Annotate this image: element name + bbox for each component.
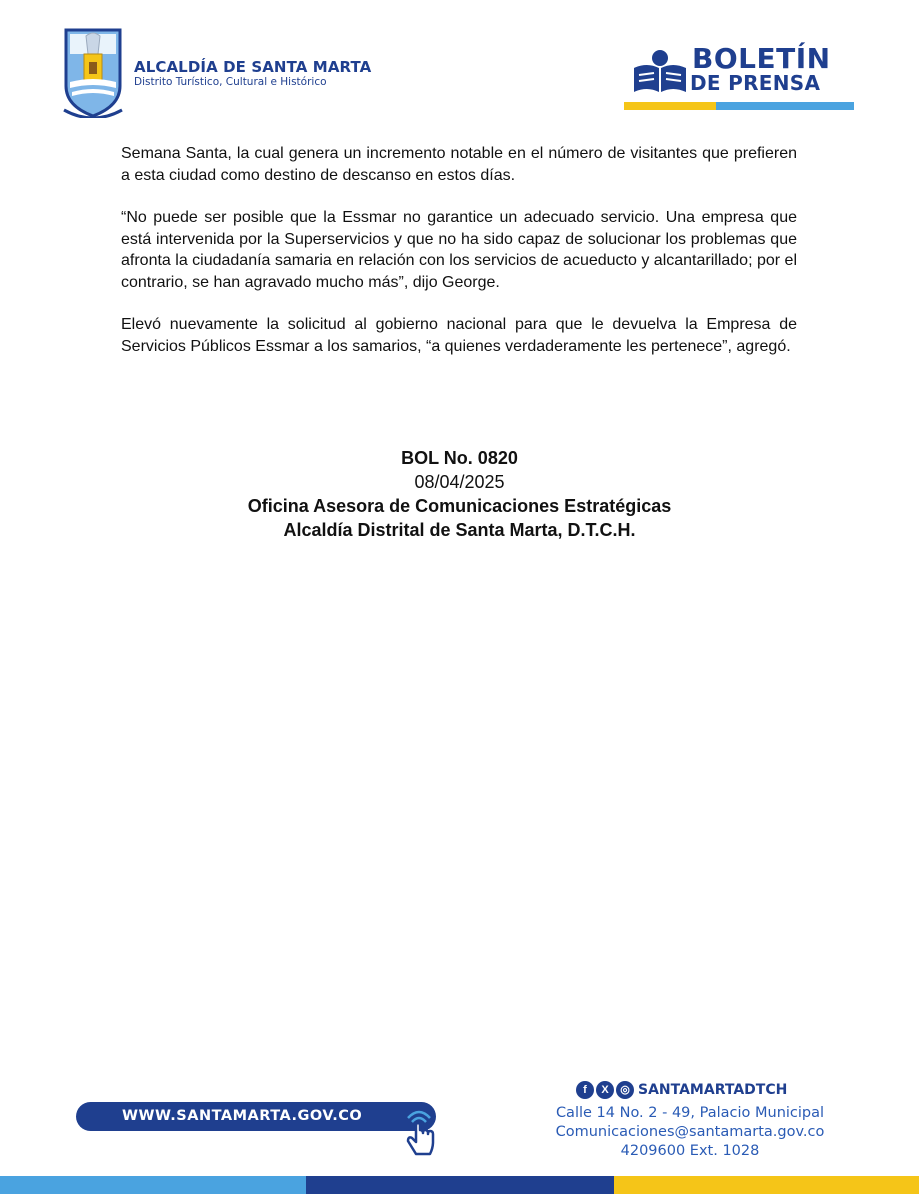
website-link[interactable]: WWW.SANTAMARTA.GOV.CO <box>122 1108 363 1124</box>
bulletin-color-bars <box>624 102 854 110</box>
paragraph-1: Semana Santa, la cual genera un incremento notable en el número de visitantes que prefieren a esta ciudad como destino de descanso en estos días. <box>121 145 797 184</box>
website-banner[interactable] <box>76 1102 436 1131</box>
x-icon[interactable]: X <box>596 1081 614 1099</box>
bottom-color-bars <box>0 1176 919 1194</box>
pointer-hand-icon <box>400 1104 438 1160</box>
article-body <box>121 143 797 378</box>
bulletin-date: 08/04/2025 <box>414 472 505 492</box>
open-book-icon <box>632 48 688 94</box>
contact-info <box>520 1104 860 1161</box>
press-bulletin-logo <box>628 44 858 112</box>
bulletin-title-line1: BOLETÍN <box>692 42 831 75</box>
bulletin-title-line2: DE PRENSA <box>690 71 821 95</box>
paragraph-2: “No puede ser posible que la Essmar no garantice un adecuado servicio. Una empresa que está intervenida por la Superservicios y que no ha sido capaz de solucionar los problemas que afronta la ciudadanía samaria en relación con los servicios de acueducto y alcantarillado; por el contrario, se han agravado mucho más”, dijo George. <box>121 209 797 291</box>
organization-block <box>134 58 371 89</box>
address-line: Calle 14 No. 2 - 49, Palacio Municipal <box>555 1105 825 1121</box>
bulletin-number: BOL No. 0820 <box>401 448 518 468</box>
office-name: Oficina Asesora de Comunicaciones Estratégicas <box>247 496 672 516</box>
email-line[interactable]: Comunicaciones@santamarta.gov.co <box>555 1124 825 1140</box>
instagram-icon[interactable]: ◎ <box>616 1081 634 1099</box>
entity-name: Alcaldía Distrital de Santa Marta, D.T.C.H. <box>283 520 636 540</box>
phone-line: 4209600 Ext. 1028 <box>620 1143 760 1159</box>
paragraph-3: Elevó nuevamente la solicitud al gobierno nacional para que le devuelva la Empresa de Servicios Públicos Essmar a los samarios, “a quienes verdaderamente les pertenece”, agregó. <box>121 316 797 355</box>
social-handle[interactable]: SANTAMARTADTCH <box>638 1082 788 1098</box>
signature-block <box>0 446 919 542</box>
santa-marta-crest-logo <box>62 26 124 118</box>
facebook-icon[interactable]: f <box>576 1081 594 1099</box>
organization-name: ALCALDÍA DE SANTA MARTA <box>134 58 372 76</box>
organization-subtitle: Distrito Turístico, Cultural e Histórico <box>134 76 327 88</box>
